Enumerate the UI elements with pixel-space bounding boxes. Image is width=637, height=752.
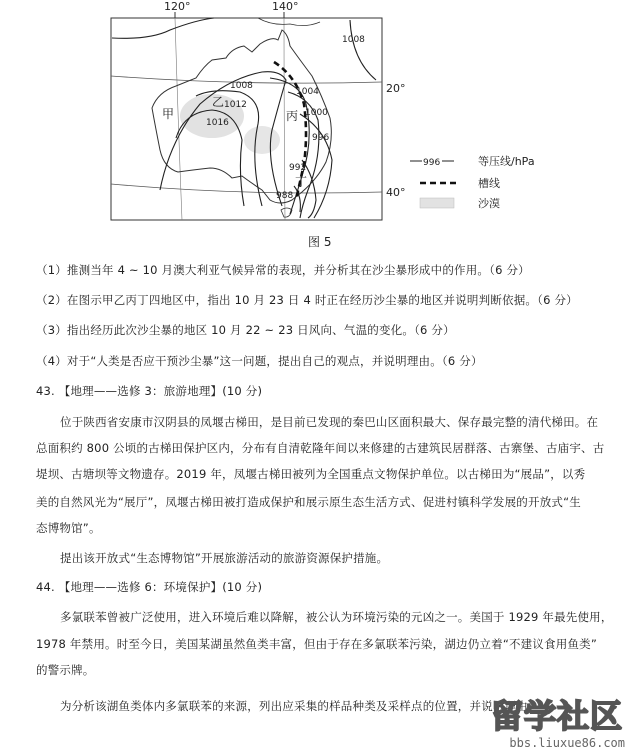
legend-desert-symbol	[420, 198, 454, 208]
isobar-label: 988	[276, 191, 294, 201]
isobar-label: 992	[289, 163, 307, 173]
q43-line-4: 美的自然风光为“展厅”，凤堰古梯田被打造成保护和展示原生态生活方式、促进村镇科学发展的开放式“生	[36, 495, 581, 509]
isobar-label: 1008	[230, 81, 253, 91]
isobar-label: 1008	[342, 35, 365, 45]
legend-isobar-sample: 996	[423, 158, 441, 168]
q43-line-5: 态博物馆”。	[36, 521, 101, 535]
lon-label-120: 120°	[164, 0, 191, 13]
isobar-label: 1016	[206, 118, 229, 128]
desert-area	[244, 126, 280, 154]
lat-line-40	[111, 184, 382, 193]
meridian-140	[284, 18, 285, 220]
legend-desert-label: 沙漠	[478, 197, 500, 210]
region-label-yi: 乙	[212, 95, 225, 109]
watermark-url: bbs.liuxue86.com	[509, 736, 625, 750]
q43-question: 提出该开放式“生态博物馆”开展旅游活动的旅游资源保护措施。	[60, 551, 389, 565]
legend-isobar-label: 等压线/hPa	[478, 155, 535, 168]
q44-line-2: 1978 年禁用。时至今日，美国某湖虽然鱼类丰富，但由于存在多氯联苯污染，湖边仍立着“不建议食用鱼类”	[36, 637, 598, 651]
question-1: （1）推测当年 4 ~ 10 月澳大利亚气候异常的表现，并分析其在沙尘暴形成中的作用。（6 分）	[36, 263, 530, 277]
isobar-label: 1000	[305, 108, 328, 118]
q44-line-3: 的警示牌。	[36, 663, 95, 677]
new-guinea-outline	[258, 18, 320, 26]
q43-heading: 43. 【地理——选修 3：旅游地理】(10 分)	[36, 384, 263, 398]
isobar-label: 1012	[224, 100, 247, 110]
question-2: （2）在图示甲乙丙丁四地区中，指出 10 月 23 日 4 时正在经历沙尘暴的地区并说明判断依据。（6 分）	[36, 293, 578, 307]
isobar-label: 1004	[296, 87, 319, 97]
isobar-label: 996	[312, 133, 330, 143]
watermark-logo: 留学社区	[490, 697, 623, 735]
q44-heading: 44. 【地理——选修 6：环境保护】(10 分)	[36, 580, 263, 594]
region-label-bing: 丙	[286, 109, 299, 123]
q43-line-3: 堤坝、古塘坝等文物遗存。2019 年，凤堰古梯田被列为全国重点文物保护单位。以古梯田为“展品”，以秀	[36, 467, 586, 481]
question-4: （4）对于“人类是否应干预沙尘暴”这一问题，提出自己的观点，并说明理由。（6 分）	[36, 354, 483, 368]
weather-map-figure	[0, 0, 637, 232]
legend-trough-label: 槽线	[478, 177, 500, 190]
isobar-line	[112, 18, 214, 38]
lat-label-40: 40°	[386, 186, 406, 199]
region-label-ding: 丁	[295, 175, 308, 189]
lon-label-140: 140°	[272, 0, 299, 13]
lat-label-20: 20°	[386, 82, 406, 95]
q43-line-1: 位于陕西省安康市汉阴县的凤堰古梯田，是目前已发现的秦巴山区面积最大、保存最完整的清代梯田。在	[60, 415, 599, 429]
region-label-jia: 甲	[162, 107, 175, 121]
isobar-line	[350, 20, 376, 80]
q44-line-1: 多氯联苯曾被广泛使用，进入环境后难以降解，被公认为环境污染的元凶之一。美国于 1929 年最先使用，	[60, 610, 613, 624]
q43-line-2: 总面积约 800 公顷的古梯田保护区内，分布有自清乾隆年间以来修建的古建筑民居群落、古寨堡、古庙宇、古	[36, 441, 605, 455]
q44-question: 为分析该湖鱼类体内多氯联苯的来源，列出应采集的样品种类及采样点的位置，并说明理由。	[60, 699, 540, 713]
figure-caption: 图 5	[308, 235, 332, 249]
question-3: （3）指出经历此次沙尘暴的地区 10 月 22 ~ 23 日风向、气温的变化。（6 分）	[36, 323, 455, 337]
